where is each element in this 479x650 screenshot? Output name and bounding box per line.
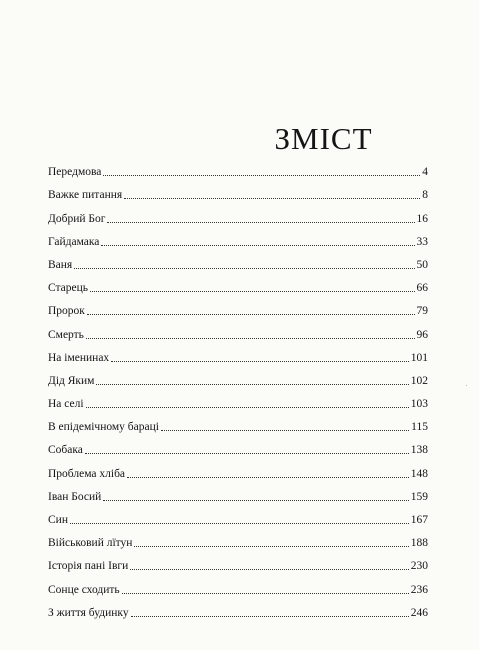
- toc-entry-title: Пророк: [48, 305, 85, 318]
- toc-entry-title: Син: [48, 514, 68, 526]
- toc-entry: [48, 156, 428, 179]
- leader-dots: [124, 198, 420, 199]
- toc-entry-page: 102: [410, 374, 428, 387]
- toc-entry: [48, 434, 428, 457]
- toc-entry-title: Сонце сходить: [48, 583, 120, 596]
- leader-dots: [161, 430, 409, 431]
- toc-entry-page: 236: [410, 583, 428, 596]
- leader-dots: [96, 384, 408, 385]
- leader-dots: [86, 407, 409, 408]
- leader-dots: [127, 477, 409, 478]
- toc-entry: [48, 365, 428, 388]
- toc-entry-title: На селі: [48, 398, 84, 411]
- toc-entry: [48, 249, 428, 272]
- leader-dots: [107, 222, 414, 223]
- toc-entry-page: 103: [410, 398, 428, 411]
- toc-entry-page: 159: [410, 490, 428, 503]
- toc-entry-title: Гайдамака: [48, 235, 100, 248]
- toc-entry-page: 33: [416, 235, 428, 248]
- toc-entry-page: 50: [416, 258, 428, 271]
- toc-entry-title: Собака: [48, 444, 83, 457]
- toc-entry: [48, 457, 428, 480]
- toc-entry: [48, 481, 428, 504]
- toc-entry: [48, 272, 428, 295]
- leader-dots: [103, 175, 420, 176]
- leader-dots: [86, 338, 415, 339]
- leader-dots: [74, 268, 414, 269]
- page-title: ЗМІСТ: [274, 120, 373, 156]
- toc-entry: [48, 550, 428, 573]
- toc-entry-title: Ваня: [48, 258, 73, 271]
- toc-entry-title: Важке питання: [48, 189, 123, 202]
- toc-entry-title: Старець: [48, 282, 89, 295]
- toc-entry-page: 101: [410, 351, 428, 364]
- toc-entry: [48, 202, 428, 225]
- leader-dots: [103, 500, 408, 501]
- toc-entry-page: 138: [410, 444, 428, 457]
- toc-entry: [48, 179, 428, 202]
- leader-dots: [101, 245, 414, 246]
- leader-dots: [70, 523, 409, 524]
- table-of-contents: [48, 156, 428, 620]
- leader-dots: [130, 569, 408, 570]
- toc-entry-page: 66: [416, 282, 428, 295]
- toc-entry-page: 246: [410, 606, 428, 619]
- leader-dots: [134, 546, 408, 547]
- toc-entry: [48, 226, 428, 249]
- toc-entry: [48, 573, 428, 596]
- leader-dots: [131, 616, 409, 617]
- toc-entry-page: 16: [416, 212, 428, 225]
- toc-entry-title: З життя будинку: [48, 606, 129, 619]
- toc-entry: [48, 388, 428, 411]
- leader-dots: [111, 361, 409, 362]
- toc-entry-page: 188: [410, 537, 428, 550]
- leader-dots: [122, 593, 409, 594]
- toc-entry-page: 167: [410, 514, 428, 526]
- toc-entry: [48, 527, 428, 550]
- leader-dots: [85, 453, 409, 454]
- toc-entry-title: Смерть: [48, 328, 84, 341]
- toc-entry-page: 96: [416, 328, 428, 341]
- toc-entry-title: Історія пані Івги: [48, 560, 129, 573]
- toc-entry-title: На іменинах: [48, 351, 110, 364]
- toc-entry-title: Військовий лїтун: [48, 537, 133, 550]
- toc-entry-page: 148: [410, 467, 428, 480]
- toc-entry-page: 79: [416, 305, 428, 318]
- toc-entry: [48, 295, 428, 318]
- leader-dots: [90, 291, 414, 292]
- toc-entry: [48, 597, 428, 620]
- toc-entry-title: Дід Яким: [48, 374, 95, 387]
- paper-speck: [466, 385, 467, 386]
- toc-entry-page: 230: [410, 560, 428, 573]
- toc-entry-title: Передмова: [48, 166, 102, 179]
- leader-dots: [87, 314, 415, 315]
- toc-entry-page: 115: [411, 421, 428, 434]
- toc-entry-title: Проблема хліба: [48, 467, 126, 480]
- toc-entry: [48, 342, 428, 365]
- toc-entry: [48, 318, 428, 341]
- toc-entry: [48, 504, 428, 527]
- toc-entry-page: 8: [422, 189, 428, 202]
- toc-entry-title: Іван Босий: [48, 490, 102, 503]
- toc-entry-title: В епідемічному бараці: [48, 421, 159, 434]
- toc-entry-title: Добрий Бог: [48, 212, 106, 225]
- toc-entry: [48, 411, 428, 434]
- toc-entry-page: 4: [422, 166, 428, 179]
